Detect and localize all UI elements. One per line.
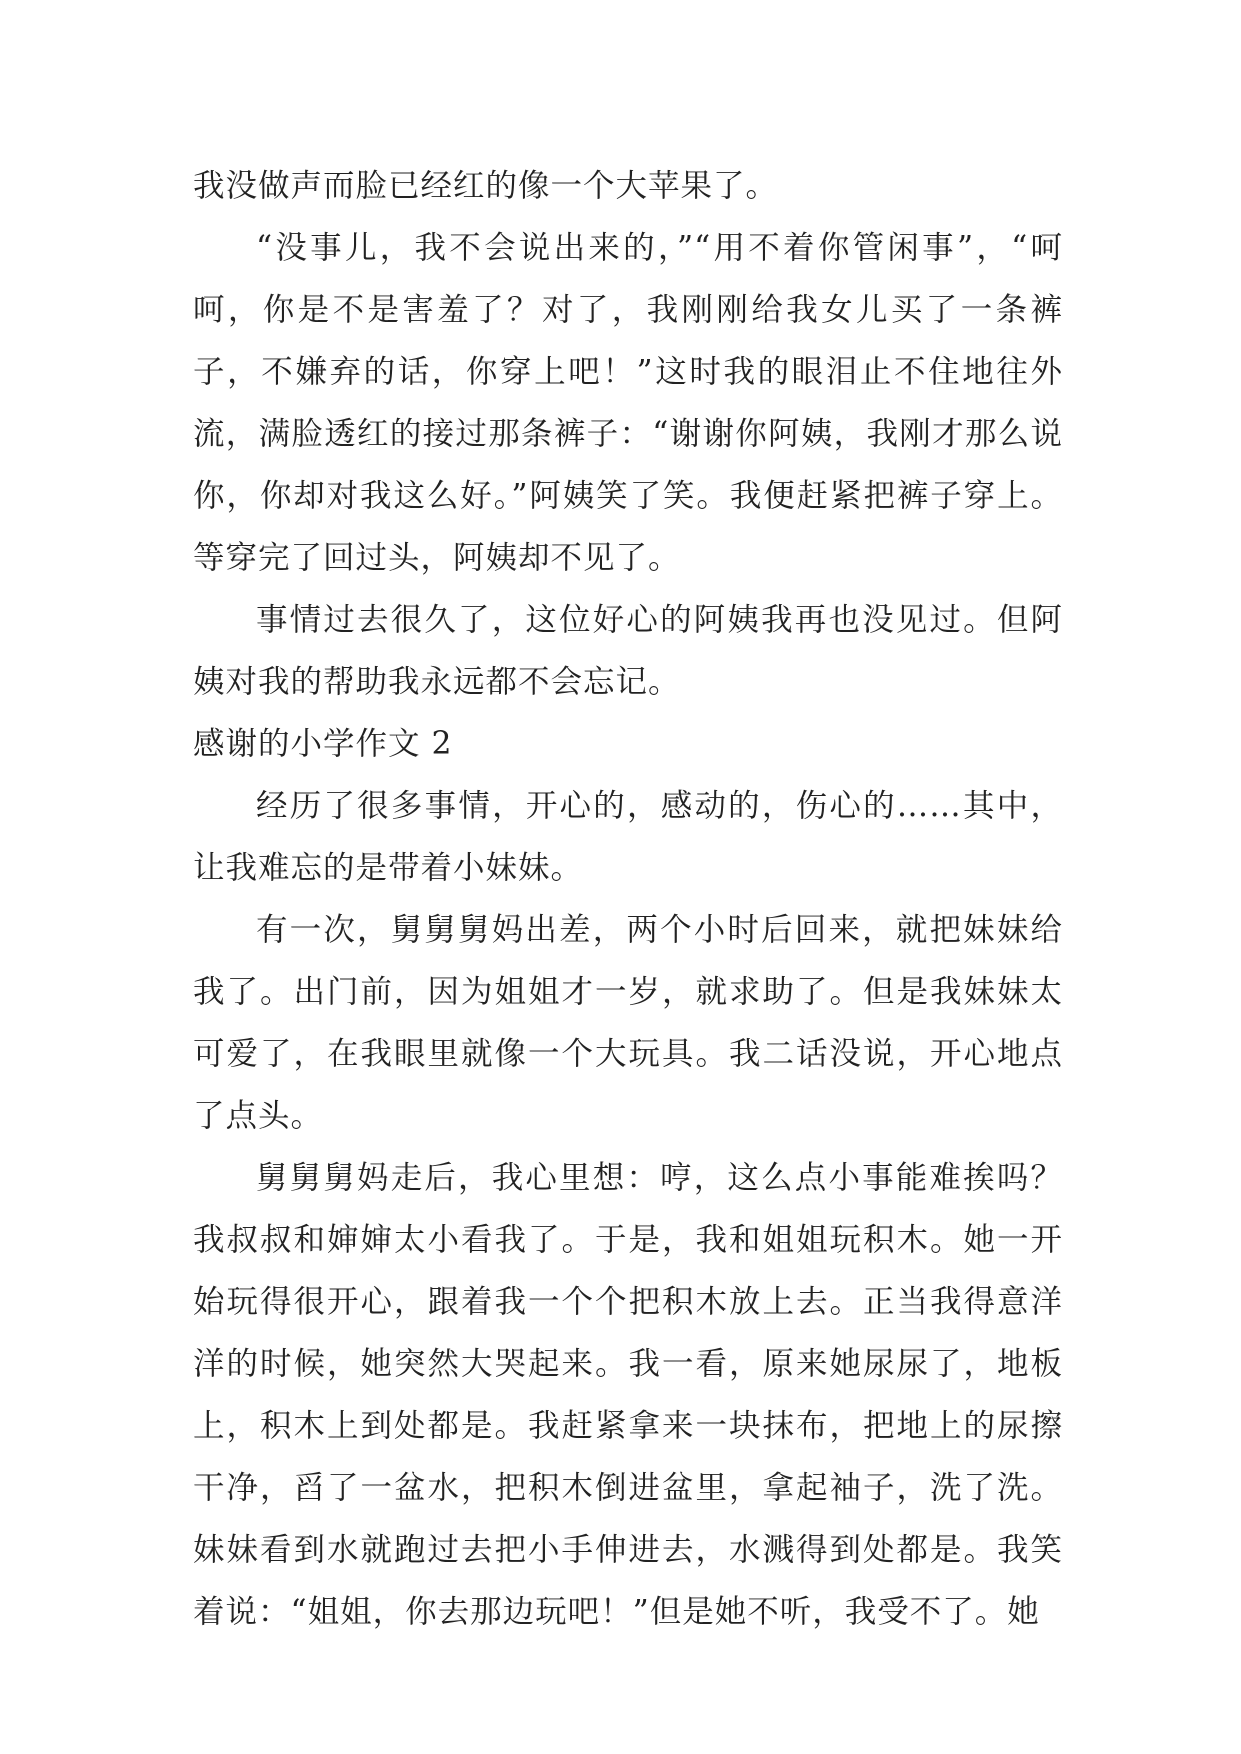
paragraph: 经历了很多事情，开心的，感动的，伤心的……其中，让我难忘的是带着小妹妹。 [193,788,1063,886]
paragraph: 我没做声而脸已经红的像一个大苹果了。 [193,168,779,204]
document-body [193,155,1063,1643]
paragraph: 事情过去很久了，这位好心的阿姨我再也没见过。但阿姨对我的帮助我永远都不会忘记。 [193,602,1063,700]
paragraph: 有一次，舅舅舅妈出差，两个小时后回来，就把妹妹给我了。出门前，因为姐姐才一岁，就求助了。但是我妹妹太可爱了，在我眼里就像一个大玩具。我二话没说，开心地点了点头。 [193,912,1063,1134]
paragraph: “没事儿，我不会说出来的，”“用不着你管闲事”，“呵呵，你是不是害羞了？对了，我刚刚给我女儿买了一条裤子，不嫌弃的话，你穿上吧！”这时我的眼泪止不住地往外流，满脸透红的接过那条裤子：“谢谢你阿姨，我刚才那么说你，你却对我这么好。”阿姨笑了笑。我便赶紧把裤子穿上。等穿完了回过头，阿姨却不见了。 [193,230,1063,576]
section-title: 感谢的小学作文 2 [193,726,453,762]
paragraph: 舅舅舅妈走后，我心里想：哼，这么点小事能难挨吗？我叔叔和婶婶太小看我了。于是，我和姐姐玩积木。她一开始玩得很开心，跟着我一个个把积木放上去。正当我得意洋洋的时候，她突然大哭起来。我一看，原来她尿尿了，地板上，积木上到处都是。我赶紧拿来一块抹布，把地上的尿擦干净，舀了一盆水，把积木倒进盆里，拿起袖子，洗了洗。妹妹看到水就跑过去把小手伸进去，水溅得到处都是。我笑着说：“姐姐，你去那边玩吧！”但是她不听，我受不了。她 [193,1160,1063,1630]
